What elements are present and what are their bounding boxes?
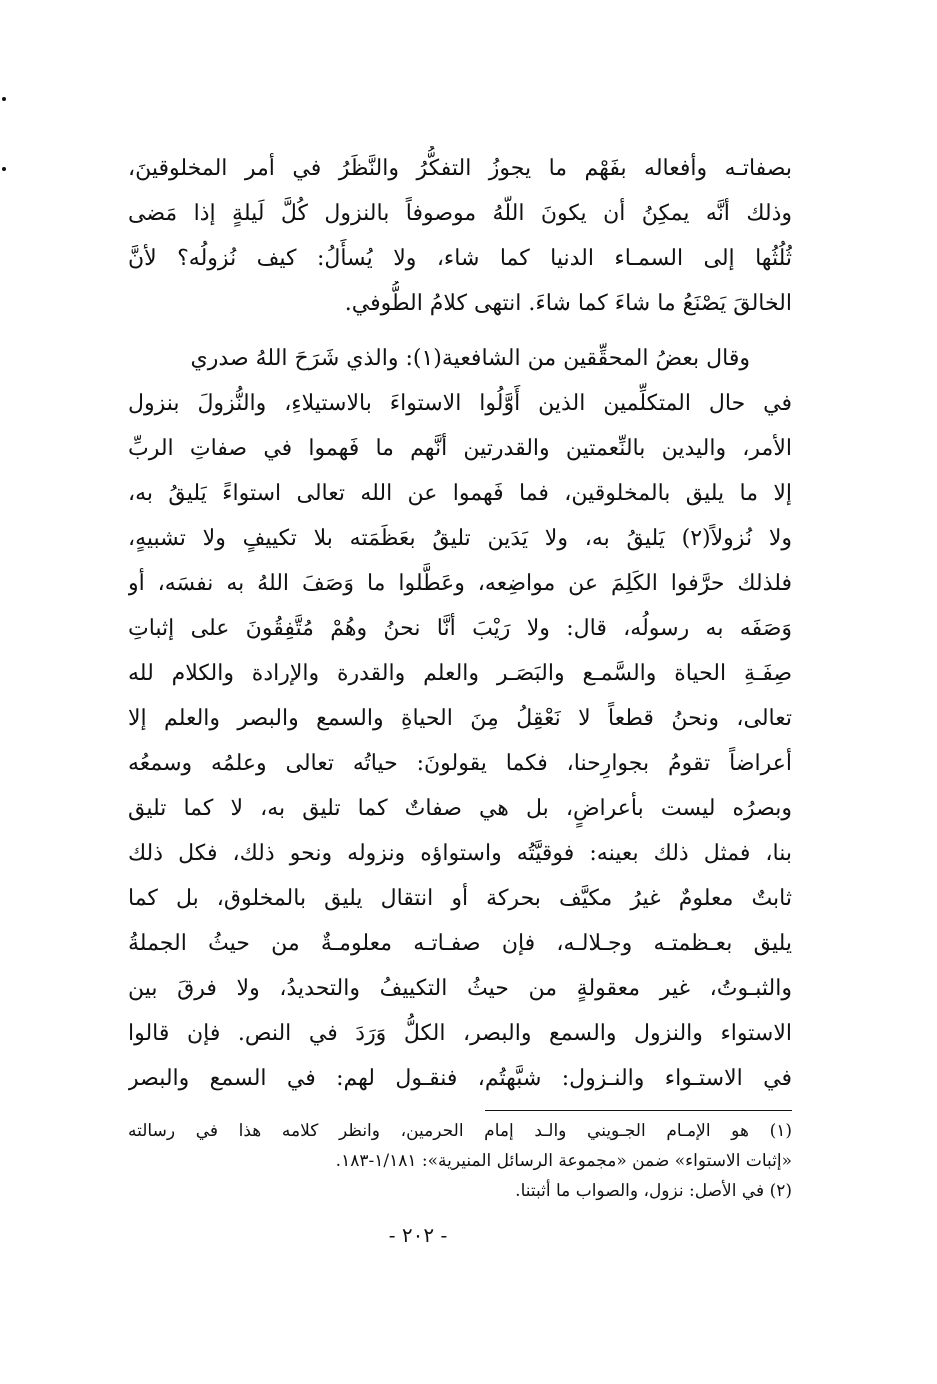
text-line: في حال المتكلِّمين الذين أَوَّلُوا الاستواءَ بالاستيلاءِ، والنُّزولَ بنزول (128, 391, 792, 416)
text-line: إلا ما يليق بالمخلوقين، فما فَهموا عن الله تعالى استواءً يَليقُ به، (128, 481, 792, 506)
text-line: الاستواء والنزول والسمع والبصر، الكلُّ وَرَدَ في النص. فإن قالوا (128, 1021, 792, 1046)
text-line: ثابتٌ معلومٌ غيرُ مكيَّف بحركة أو انتقال يليق بالمخلوق، بل كما (128, 886, 792, 911)
footnote-line: (١) هو الإمـام الجـويني والـد إمام الحرمين، وانظر كلامه هذا في رسالته (128, 1121, 792, 1141)
paragraph-1 (128, 146, 792, 326)
scan-mark-top (2, 97, 6, 101)
text-line: وَصَفَه به رسولُه، قال: ولا رَيْبَ أنَّا نحنُ وهُمْ مُتَّفِقُونَ على إثباتِ (128, 616, 792, 641)
text-line: أعراضاً تقومُ بجوارِحنا، فكما يقولونَ: حياتُه تعالى وعلمُه وسمعُه (128, 751, 792, 776)
text-line: بصفاتـه وأفعاله بفَهْم ما يجوزُ التفكُّرُ والنَّظَرُ في أمر المخلوقينَ، (128, 156, 792, 181)
text-line: فلذلك حرَّفوا الكَلِمَ عن مواضِعه، وعَطَّلوا ما وَصَفَ اللهُ به نفسَه، أو (128, 571, 792, 596)
text-line: تعالى، ونحنُ قطعاً لا نَعْقِلُ مِنَ الحياةِ والسمع والبصر والعلم إلا (128, 706, 792, 731)
paragraph-2 (128, 336, 792, 1101)
text-line: يليق بعـظمتـه وجـلالـه، فإن صفـاتـه معلومـةٌ من حيثُ الجملةُ (128, 931, 792, 956)
page-number: - ٢٠٢ - (388, 1223, 448, 1247)
text-line: في الاستـواء والنـزول: شبَّهتُم، فنقـول لهم: في السمع والبصر (128, 1066, 792, 1091)
text-line: والثبـوتُ، غير معقولةٍ من حيثُ التكييفُ والتحديدُ، ولا فرقَ بين (128, 976, 792, 1001)
text-line: بنا، فمثل ذلك بعينه: فوقيَّتُه واستواؤه ونزوله ونحو ذلك، فكل ذلك (128, 841, 792, 866)
footnote-line: (٢) في الأصل: نزول، والصواب ما أثبتنا. (515, 1181, 792, 1201)
footnote-separator (485, 1110, 792, 1111)
text-line: ثُلُثُها إلى السمـاء الدنيا كما شاء، ولا يُسأَلُ: كيف نُزولُه؟ لأنَّ (128, 246, 792, 271)
footnote-line: «إثبات الاستواء» ضمن «مجموعة الرسائل المنيرية»: ١/١٨١-١٨٣. (335, 1151, 792, 1171)
text-line: صِفَـةِ الحياة والسَّمـع والبَصَـر والعلم والقدرة والإرادة والكلام لله (128, 661, 792, 686)
text-line: وذلك أنَّه يمكِنُ أن يكونَ اللّهُ موصوفاً بالنزول كُلَّ لَيلةٍ إذا مَضى (128, 201, 792, 226)
footnotes (128, 1116, 792, 1206)
text-line: وقال بعضُ المحقِّقين من الشافعية(١): والذي شَرَحَ اللهُ صدري (190, 346, 750, 371)
scan-mark-bottom (2, 167, 6, 171)
text-line: الخالقَ يَصْنَعُ ما شاءَ كما شاءَ. انتهى كلامُ الطُّوفي. (344, 291, 792, 316)
text-line: وبصرُه ليست بأعراضٍ، بل هي صفاتٌ كما تليق به، لا كما تليق (128, 796, 792, 821)
text-line: ولا نُزولاً(٢) يَليقُ به، ولا يَدَين تليقُ بعَظَمَته بلا تكييفٍ ولا تشبيهٍ، (128, 526, 792, 551)
text-line: الأمر، واليدين بالنِّعمتين والقدرتين أنَّهم ما فَهموا في صفاتِ الربِّ (128, 436, 792, 461)
